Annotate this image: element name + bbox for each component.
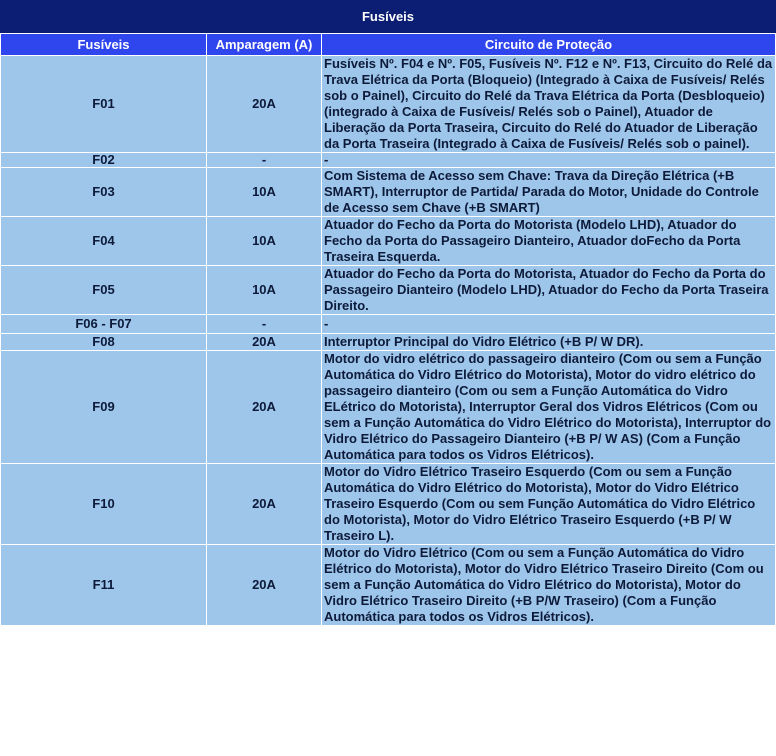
table-row — [1, 545, 775, 625]
amperage-cell: 20A — [207, 56, 321, 152]
fuse-cell: F09 — [1, 351, 206, 463]
circuit-cell: - — [322, 153, 775, 167]
fuse-cell: F10 — [1, 464, 206, 544]
header-circuit: Circuito de Proteção — [322, 34, 775, 55]
table-row — [1, 464, 775, 544]
fuse-cell: F05 — [1, 266, 206, 314]
amperage-cell: 10A — [207, 266, 321, 314]
fuse-cell: F11 — [1, 545, 206, 625]
circuit-cell: Motor do vidro elétrico do passageiro dianteiro (Com ou sem a Função Automática do Vidro Elétrico do Motorista), Motor do vidro elétrico do passageiro dianteiro (Com ou sem a Função Automática do Vidro ELétrico do Motorista), Interruptor Geral dos Vidros Elétricos (Com ou sem a Função Automática do Vidro Elétrico do Motorista), Interruptor do Vidro Elétrico do Passageiro Dianteiro (+B P/ W AS) (Com a Função Automática para todos os Vidros Elétricos). — [322, 351, 775, 463]
circuit-cell: Com Sistema de Acesso sem Chave: Trava da Direção Elétrica (+B SMART), Interruptor de Partida/ Parada do Motor, Unidade do Controle de Acesso sem Chave (+B SMART) — [322, 168, 775, 216]
fuse-cell: F08 — [1, 334, 206, 350]
circuit-cell: Interruptor Principal do Vidro Elétrico (+B P/ W DR). — [322, 334, 775, 350]
amperage-cell: - — [207, 315, 321, 333]
amperage-cell: 20A — [207, 351, 321, 463]
amperage-cell: 10A — [207, 168, 321, 216]
fuse-cell: F06 - F07 — [1, 315, 206, 333]
circuit-cell: - — [322, 315, 775, 333]
amperage-cell: 20A — [207, 334, 321, 350]
fuse-cell: F04 — [1, 217, 206, 265]
table-row — [1, 153, 775, 167]
header-amperage: Amparagem (A) — [207, 34, 321, 55]
circuit-cell: Motor do Vidro Elétrico (Com ou sem a Função Automática do Vidro Elétrico do Motorista), Motor do Vidro Elétrico Traseiro Direito (Com ou sem a Função Automática do Vidro Elétrico do Motorista), Motor do Vidro Elétrico Traseiro Direito (+B P/W Traseiro) (Com a Função Automática para todos os Vidros Elétricos). — [322, 545, 775, 625]
table-row — [1, 351, 775, 463]
table-title: Fusíveis — [0, 0, 776, 33]
fuse-cell: F02 — [1, 153, 206, 167]
fuse-cell: F01 — [1, 56, 206, 152]
table-row — [1, 266, 775, 314]
circuit-cell: Atuador do Fecho da Porta do Motorista, Atuador do Fecho da Porta do Passageiro Dianteiro (Modelo LHD), Atuador do Fecho da Porta Traseira Direito. — [322, 266, 775, 314]
amperage-cell: 10A — [207, 217, 321, 265]
circuit-cell: Atuador do Fecho da Porta do Motorista (Modelo LHD), Atuador do Fecho da Porta do Passageiro Dianteiro, Atuador doFecho da Porta Traseira Esquerda. — [322, 217, 775, 265]
circuit-cell: Motor do Vidro Elétrico Traseiro Esquerdo (Com ou sem a Função Automática do Vidro Elétrico do Motorista), Motor do Vidro Elétrico Traseiro Esquerdo (Com ou sem Função Automática do Vidro Elétrico do Motorista), Motor do Vidro Elétrico Traseiro Esquerdo (+B P/ W Traseiro L). — [322, 464, 775, 544]
header-row — [1, 34, 775, 55]
amperage-cell: 20A — [207, 464, 321, 544]
fuse-cell: F03 — [1, 168, 206, 216]
amperage-cell: - — [207, 153, 321, 167]
header-fuse: Fusíveis — [1, 34, 206, 55]
table-row — [1, 168, 775, 216]
table-row — [1, 217, 775, 265]
table-row — [1, 56, 775, 152]
circuit-cell: Fusíveis Nº. F04 e Nº. F05, Fusíveis Nº. F12 e Nº. F13, Circuito do Relé da Trava Elétrica da Porta (Bloqueio) (Integrado à Caixa de Fusíveis/ Relés sob o Painel), Circuito do Relé da Trava Elétrica da Porta (Desbloqueio) (integrado à Caixa de Fusíveis/ Relés sob o Painel), Atuador de Liberação da Porta Traseira, Circuito do Relé do Atuador de Liberação da Porta Traseira (Integrado à Caixa de Fusíveis/ Relés sob o painel). — [322, 56, 775, 152]
table-row — [1, 315, 775, 333]
table-row — [1, 334, 775, 350]
amperage-cell: 20A — [207, 545, 321, 625]
